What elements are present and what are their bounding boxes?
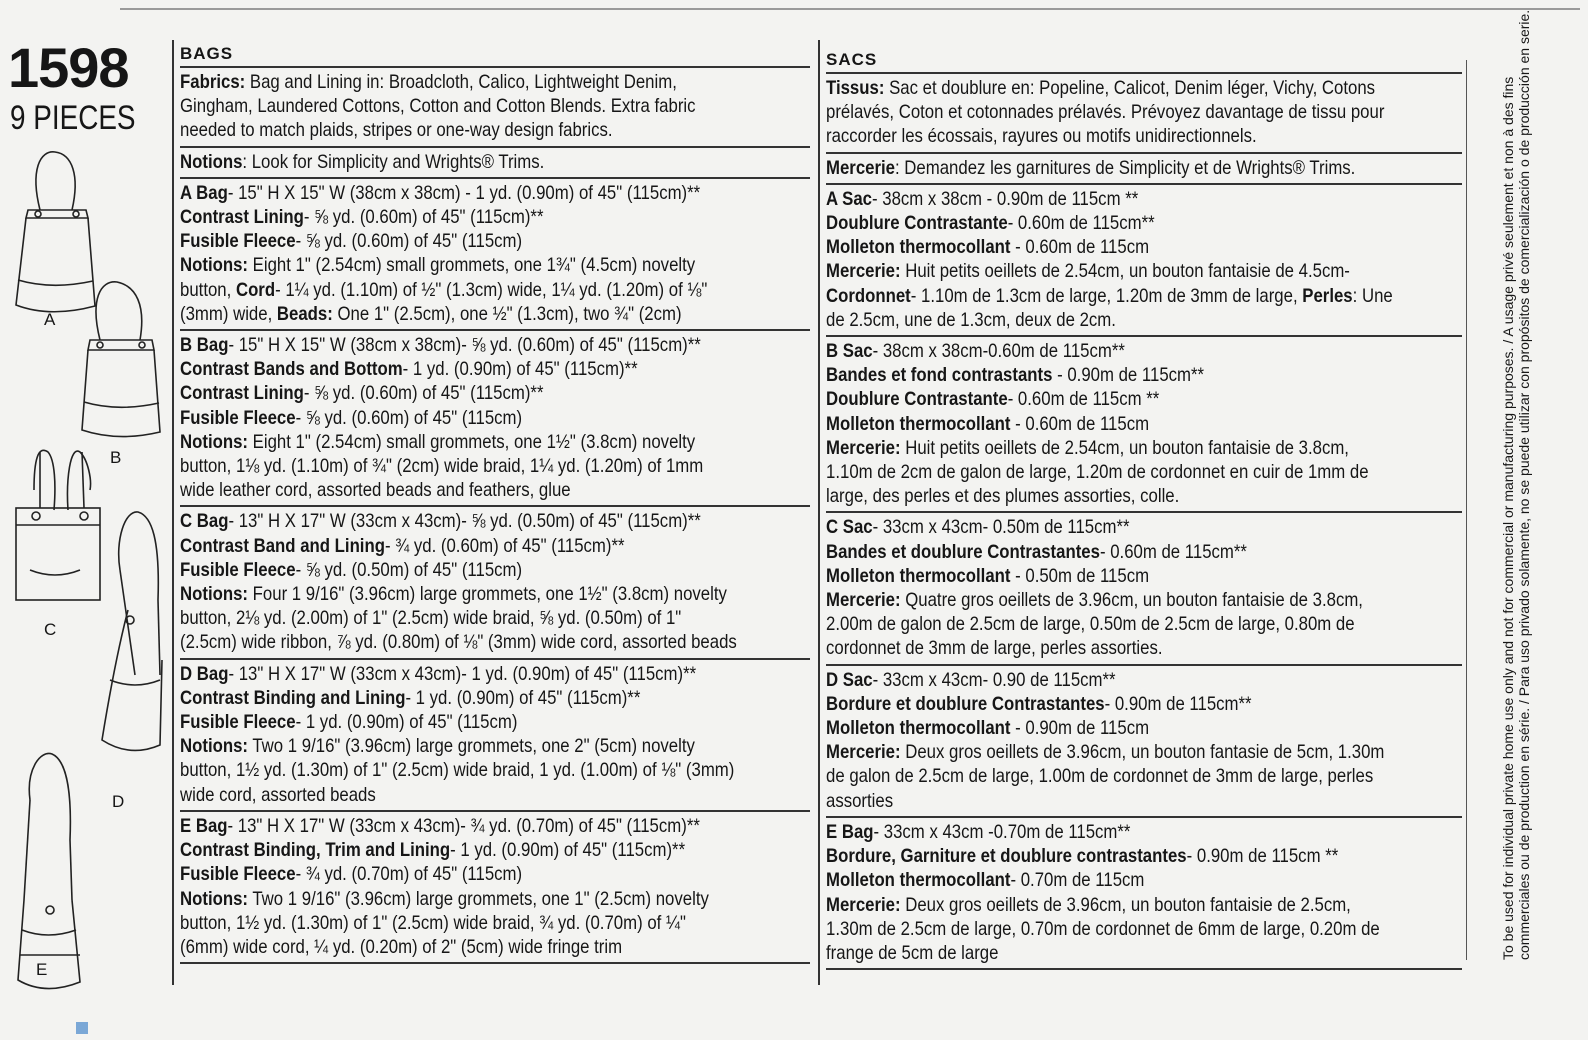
text-segment: button, 1½ yd. (1.30m) of 1" (2.5cm) wide braid, 1 yd. (1.00m) of ⅛" (3mm): [180, 759, 735, 782]
french-block: [826, 337, 1462, 513]
text-line: [826, 484, 1460, 508]
bold-label: Notions:: [180, 887, 249, 910]
text-segment: wide cord, assorted beads: [180, 783, 376, 806]
english-block: [180, 660, 810, 812]
text-line: [180, 205, 808, 229]
french-blocks: [826, 74, 1462, 970]
view-label-d: D: [112, 792, 125, 811]
text-line: [826, 612, 1460, 636]
text-line: [180, 582, 808, 606]
bold-label: B Bag: [180, 334, 229, 357]
bold-label: Mercerie:: [826, 436, 901, 459]
text-line: [180, 734, 808, 758]
french-block: [826, 666, 1462, 818]
text-line: [826, 363, 1460, 387]
text-segment: - 0.50m de 115cm: [1010, 564, 1150, 587]
text-line: [180, 454, 808, 478]
view-e-drawing: [18, 753, 80, 988]
text-line: [180, 478, 808, 502]
text-line: [180, 783, 808, 807]
bold-label: Molleton thermocollant: [826, 412, 1011, 435]
bold-label: Fusible Fleece: [180, 406, 296, 429]
text-line: [180, 253, 808, 277]
text-line: [180, 430, 808, 454]
bold-label: Contrast Binding and Lining: [180, 686, 406, 709]
view-d-drawing: [102, 512, 162, 751]
text-segment: - 0.60m de 115cm**: [1099, 540, 1247, 563]
text-segment: - ⅝ yd. (0.60m) of 45" (115cm): [295, 230, 523, 253]
bag-illustrations: [0, 140, 170, 990]
text-line: [826, 820, 1460, 844]
bold-label: Fabrics:: [180, 71, 246, 93]
bold-label: Notions:: [180, 735, 249, 758]
text-line: [180, 357, 808, 381]
text-segment: de galon de 2.5cm de large, 1.00m de cordonnet de 3mm de large, perles: [826, 765, 1374, 788]
text-line: [180, 606, 808, 630]
text-segment: cordonnet de 3mm de large, perles assorties.: [826, 637, 1163, 660]
bag-views-drawing: [0, 140, 170, 990]
french-block: [826, 154, 1462, 185]
middle-column-rule: [818, 40, 820, 985]
bold-label: Bandes et fond contrastants: [826, 364, 1053, 387]
bold-label: Molleton thermocollant: [826, 717, 1011, 740]
text-line: [180, 302, 808, 326]
text-segment: needed to match plaids, stripes or one-way design fabrics.: [180, 119, 613, 142]
bold-label: Mercerie:: [826, 893, 901, 916]
text-segment: - ⅝ yd. (0.50m) of 45" (115cm): [295, 558, 523, 581]
text-segment: (3mm) wide,: [180, 302, 277, 325]
text-segment: - 13" H X 17" W (33cm x 43cm)- ⅝ yd. (0.50m) of 45" (115cm)**: [228, 510, 701, 533]
text-line: [826, 187, 1460, 211]
bold-label: Beads:: [276, 302, 333, 325]
text-line: [180, 509, 808, 533]
bold-label: E Bag: [826, 820, 874, 843]
text-segment: - 1¼ yd. (1.10m) of ½" (1.3cm) wide, 1¼ yd. (1.20m) of ⅛": [275, 278, 708, 301]
bottom-corner-mark: [76, 1022, 88, 1034]
bold-label: Contrast Lining: [180, 206, 304, 229]
text-segment: - 33cm x 43cm -0.70m de 115cm**: [873, 820, 1131, 843]
text-line: [180, 630, 808, 654]
text-line: [180, 887, 808, 911]
text-segment: Eight 1" (2.54cm) small grommets, one 1¾" (4.5cm) novelty: [248, 254, 696, 277]
text-segment: assorties: [826, 789, 894, 812]
text-line: [826, 789, 1460, 813]
side-rule: [1466, 60, 1467, 960]
text-line: [826, 308, 1460, 332]
text-line: [180, 814, 808, 838]
text-segment: Four 1 9/16" (3.96cm) large grommets, one 1½" (3.8cm) novelty: [248, 583, 727, 606]
text-segment: button, 2⅛ yd. (2.00m) of 1" (2.5cm) wide braid, ⅝ yd. (0.50m) of 1": [180, 607, 682, 630]
text-line: [826, 636, 1460, 660]
bold-label: Doublure Contrastante: [826, 212, 1008, 235]
view-label-b: B: [110, 448, 122, 467]
text-segment: - 38cm x 38cm-0.60m de 115cm**: [872, 340, 1125, 363]
text-segment: : Une: [1352, 284, 1393, 307]
text-line: [826, 284, 1460, 308]
view-label-c: C: [44, 620, 57, 639]
bold-label: Bandes et doublure Contrastantes: [826, 540, 1100, 563]
french-block: [826, 818, 1462, 970]
text-segment: raccorder les écossais, rayures ou motifs unidirectionnels.: [826, 125, 1257, 148]
bold-label: D Sac: [826, 668, 873, 691]
text-segment: button,: [180, 278, 236, 301]
english-blocks: [180, 68, 810, 964]
bold-label: Cordonnet: [826, 284, 911, 307]
text-segment: Sac et doublure en: Popeline, Calicot, Denim léger, Vichy, Cotons: [884, 77, 1376, 99]
text-segment: One 1" (2.5cm), one ½" (1.3cm), two ¾" (2cm): [332, 302, 682, 325]
english-block: [180, 331, 810, 507]
text-segment: - ¾ yd. (0.60m) of 45" (115cm)**: [384, 534, 625, 557]
text-line: [180, 381, 808, 405]
bold-label: A Bag: [180, 181, 228, 204]
english-column: [180, 40, 810, 964]
text-segment: - 13" H X 17" W (33cm x 43cm)- 1 yd. (0.90m) of 45" (115cm)**: [228, 662, 697, 685]
bold-label: Bordure, Garniture et doublure contrastantes: [826, 845, 1187, 868]
french-column: [826, 46, 1462, 970]
text-segment: Huit petits oeillets de 2.54cm, un bouton fantaisie de 4.5cm-: [900, 260, 1350, 283]
text-segment: - 0.60m de 115cm **: [1007, 388, 1160, 411]
text-line: [826, 588, 1460, 612]
text-line: [180, 534, 808, 558]
text-segment: Deux gros oeillets de 3.96cm, un bouton fantaisie de 2.5cm,: [900, 893, 1351, 916]
english-block: [180, 179, 810, 331]
text-segment: - 1 yd. (0.90m) of 45" (115cm): [295, 711, 518, 734]
bold-label: Fusible Fleece: [180, 711, 296, 734]
text-line: [180, 758, 808, 782]
text-line: [180, 558, 808, 582]
english-block: [180, 68, 810, 148]
usage-notice: [1470, 9, 1532, 960]
text-line: [826, 412, 1460, 436]
text-segment: - 1 yd. (0.90m) of 45" (115cm)**: [405, 686, 641, 709]
text-segment: (6mm) wide cord, ¼ yd. (0.20m) of 2" (5cm) wide fringe trim: [180, 935, 623, 958]
bold-label: Notions:: [180, 583, 249, 606]
text-segment: - 1 yd. (0.90m) of 45" (115cm)**: [402, 358, 638, 381]
text-line: [180, 333, 808, 357]
text-line: [826, 460, 1460, 484]
text-segment: (2.5cm) wide ribbon, ⅞ yd. (0.80m) of ⅛" (3mm) wide cord, assorted beads: [180, 631, 737, 654]
text-line: [826, 868, 1460, 892]
text-line: [826, 515, 1460, 539]
usage-notice-line-1: To be used for individual private home use only and not for commercial or manufacturing purposes. / A usage privé seulement et non à des fins: [1500, 76, 1516, 960]
text-line: [826, 339, 1460, 363]
text-segment: - 0.90m de 115cm: [1010, 717, 1150, 740]
text-line: [180, 662, 808, 686]
text-line: [826, 764, 1460, 788]
text-segment: de 2.5cm, une de 1.3cm, deux de 2cm.: [826, 308, 1116, 331]
text-line: [180, 278, 808, 302]
text-line: [180, 118, 808, 142]
bold-label: Notions:: [180, 430, 249, 453]
bold-label: Doublure Contrastante: [826, 388, 1008, 411]
view-label-e: E: [36, 960, 48, 979]
view-label-a: A: [44, 310, 56, 329]
bold-label: Fusible Fleece: [180, 863, 296, 886]
bold-label: Notions: [180, 150, 243, 173]
pieces-count: 9 PIECES: [10, 99, 136, 137]
bold-label: Molleton thermocollant: [826, 869, 1011, 892]
bold-label: Contrast Lining: [180, 382, 304, 405]
view-a-drawing: [16, 152, 95, 312]
text-line: [826, 844, 1460, 868]
text-segment: 1.30m de 2.5cm de large, 0.70m de cordonnet de 6mm de large, 0.20m de: [826, 917, 1380, 940]
french-heading: SACS: [826, 46, 1462, 74]
text-segment: button, 1⅛ yd. (1.10m) of ¾" (2cm) wide braid, 1¼ yd. (1.20m) of 1mm: [180, 455, 704, 478]
bold-label: D Bag: [180, 662, 229, 685]
bold-label: E Bag: [180, 814, 228, 837]
view-b-drawing: [82, 282, 160, 437]
bold-label: Contrast Bands and Bottom: [180, 358, 403, 381]
text-line: [180, 862, 808, 886]
view-c-drawing: [16, 450, 100, 600]
text-segment: - 0.90m de 115cm**: [1052, 364, 1205, 387]
text-segment: Eight 1" (2.54cm) small grommets, one 1½" (3.8cm) novelty: [248, 430, 696, 453]
text-segment: - 15" H X 15" W (38cm x 38cm) - 1 yd. (0.90m) of 45" (115cm)**: [227, 181, 701, 204]
pattern-number: 1598: [8, 36, 129, 99]
text-segment: : Look for Simplicity and Wrights® Trims.: [242, 150, 545, 173]
english-block: [180, 507, 810, 659]
text-segment: - ⅝ yd. (0.60m) of 45" (115cm)**: [303, 206, 544, 229]
text-line: [826, 941, 1460, 965]
bold-label: C Bag: [180, 510, 229, 533]
text-segment: - 15" H X 15" W (38cm x 38cm)- ⅝ yd. (0.60m) of 45" (115cm)**: [228, 334, 701, 357]
text-segment: - 13" H X 17" W (33cm x 43cm)- ¾ yd. (0.70m) of 45" (115cm)**: [227, 814, 700, 837]
text-line: [180, 181, 808, 205]
text-segment: Gingham, Laundered Cottons, Cotton and Cotton Blends. Extra fabric: [180, 95, 696, 118]
bold-label: C Sac: [826, 516, 873, 539]
text-line: [180, 150, 808, 174]
text-segment: - ¾ yd. (0.70m) of 45" (115cm): [295, 863, 523, 886]
text-segment: Bag and Lining in: Broadcloth, Calico, Lightweight Denim,: [245, 71, 677, 93]
bold-label: Notions:: [180, 254, 249, 277]
english-block: [180, 812, 810, 964]
text-segment: - 33cm x 43cm- 0.50m de 115cm**: [872, 516, 1130, 539]
usage-notice-line-2: commerciales ou de production en série. / Para uso privado solamente, no se puede utilizar con propósitos de comercialización o de producción en serie.: [1516, 9, 1532, 960]
text-line: [826, 235, 1460, 259]
text-line: [180, 911, 808, 935]
text-segment: - 0.90m de 115cm **: [1186, 845, 1339, 868]
text-line: [826, 387, 1460, 411]
text-segment: - 0.60m de 115cm: [1010, 236, 1150, 259]
text-segment: 1.10m de 2cm de galon de large, 1.20m de cordonnet en cuir de 1mm de: [826, 461, 1369, 484]
text-line: [826, 124, 1460, 148]
text-line: [826, 100, 1460, 124]
text-line: [180, 229, 808, 253]
text-segment: : Demandez les garnitures de Simplicity et de Wrights® Trims.: [894, 156, 1356, 179]
text-line: [826, 540, 1460, 564]
text-line: [180, 686, 808, 710]
text-segment: Two 1 9/16" (3.96cm) large grommets, one 2" (5cm) novelty: [248, 735, 695, 758]
text-line: [180, 406, 808, 430]
french-block: [826, 74, 1462, 154]
bold-label: Perles: [1302, 284, 1353, 307]
text-segment: frange de 5cm de large: [826, 941, 999, 964]
bold-label: Fusible Fleece: [180, 558, 296, 581]
english-block: [180, 148, 810, 179]
text-line: [826, 740, 1460, 764]
bold-label: Mercerie:: [826, 741, 901, 764]
text-segment: - 0.60m de 115cm**: [1007, 212, 1155, 235]
text-segment: - 0.90m de 115cm**: [1104, 692, 1252, 715]
bold-label: Fusible Fleece: [180, 230, 296, 253]
bold-label: Molleton thermocollant: [826, 564, 1011, 587]
text-segment: 2.00m de galon de 2.5cm de large, 0.50m de 2.5cm de large, 0.80m de: [826, 613, 1355, 636]
bold-label: Cord: [235, 278, 276, 301]
french-block: [826, 185, 1462, 337]
text-line: [180, 935, 808, 959]
text-segment: - 1.10m de 1.3cm de large, 1.20m de 3mm de large,: [910, 284, 1303, 307]
english-heading: BAGS: [180, 40, 810, 68]
text-line: [826, 211, 1460, 235]
text-segment: - 38cm x 38cm - 0.90m de 115cm **: [871, 187, 1139, 210]
bold-label: Mercerie: [826, 156, 895, 179]
text-line: [180, 94, 808, 118]
left-column-rule: [172, 40, 174, 985]
text-segment: button, 1½ yd. (1.30m) of 1" (2.5cm) wide braid, ¾ yd. (0.70m) of ¼": [180, 911, 686, 934]
text-line: [826, 76, 1460, 100]
text-segment: prélavés, Coton et cotonnades prélavés. Prévoyez davantage de tissu pour: [826, 101, 1385, 124]
bold-label: Contrast Binding, Trim and Lining: [180, 839, 451, 862]
text-segment: - 33cm x 43cm- 0.90 de 115cm**: [872, 668, 1116, 691]
text-segment: - 1 yd. (0.90m) of 45" (115cm)**: [450, 839, 686, 862]
text-line: [826, 436, 1460, 460]
bold-label: Mercerie:: [826, 589, 901, 612]
text-line: [826, 156, 1460, 180]
bold-label: Tissus:: [826, 77, 885, 99]
text-segment: large, des perles et des plumes assorties, colle.: [826, 485, 1180, 508]
text-line: [826, 893, 1460, 917]
bold-label: Mercerie:: [826, 260, 901, 283]
text-line: [826, 668, 1460, 692]
text-segment: Two 1 9/16" (3.96cm) large grommets, one 1" (2.5cm) novelty: [248, 887, 709, 910]
text-segment: - ⅝ yd. (0.60m) of 45" (115cm): [295, 406, 523, 429]
bold-label: Molleton thermocollant: [826, 236, 1011, 259]
french-block: [826, 513, 1462, 665]
text-segment: Huit petits oeillets de 2.54cm, un bouton fantaisie de 3.8cm,: [900, 436, 1349, 459]
bold-label: A Sac: [826, 187, 872, 210]
bold-label: B Sac: [826, 340, 873, 363]
text-line: [180, 838, 808, 862]
text-line: [826, 692, 1460, 716]
text-segment: - 0.70m de 115cm: [1010, 869, 1145, 892]
text-line: [826, 716, 1460, 740]
text-line: [826, 917, 1460, 941]
text-line: [826, 259, 1460, 283]
text-segment: Quatre gros oeillets de 3.96cm, un bouton fantaisie de 3.8cm,: [900, 589, 1363, 612]
text-segment: wide leather cord, assorted beads and feathers, glue: [180, 479, 571, 502]
text-segment: - 0.60m de 115cm: [1010, 412, 1150, 435]
text-segment: Deux gros oeillets de 3.96cm, un bouton fantasie de 5cm, 1.30m: [900, 741, 1385, 764]
text-line: [180, 710, 808, 734]
top-rule: [120, 8, 1580, 10]
text-segment: - ⅝ yd. (0.60m) of 45" (115cm)**: [303, 382, 544, 405]
text-line: [826, 564, 1460, 588]
bold-label: Contrast Band and Lining: [180, 534, 385, 557]
text-line: [180, 70, 808, 94]
bold-label: Bordure et doublure Contrastantes: [826, 692, 1105, 715]
